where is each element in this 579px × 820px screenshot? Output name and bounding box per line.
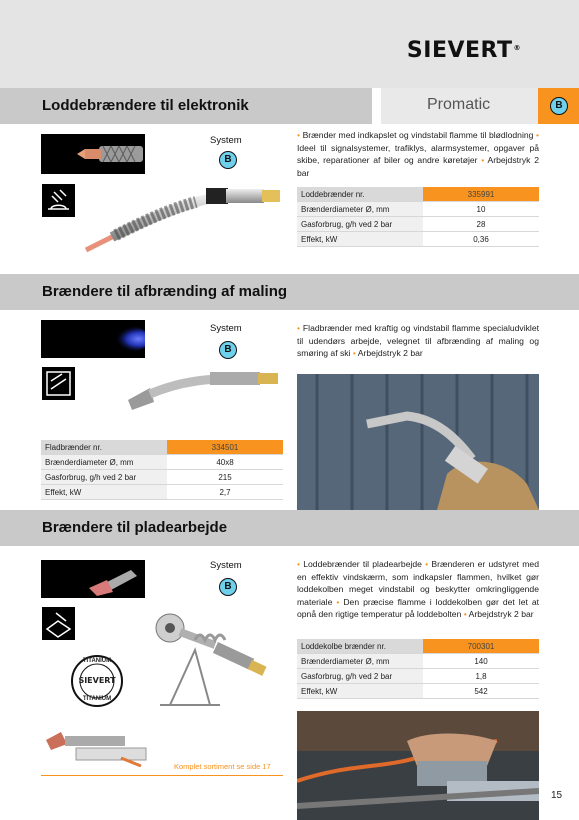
electronic-soldering-torch-image [76, 180, 286, 255]
product-description: • Brænder med indkapslet og vindstabil flamme til blødlodning • Ideel til signalsystemer, trafiklys, alarmsystemer, opgaver på skibe, reparationer af biler og andre køretøjer • Arbejdstryk 2 bar [297, 130, 539, 178]
table-row: Loddebrænder nr. 335991 [297, 187, 539, 202]
table-row: Brænderdiameter Ø, mm 40x8 [41, 455, 283, 470]
soldering-iron-closeup-image [41, 560, 145, 598]
system-b-badge: B [550, 97, 568, 115]
flame-closeup-image [41, 134, 145, 174]
system-label: System [210, 323, 242, 334]
soldering-kit-image [41, 722, 151, 767]
paint-removal-photo [297, 374, 539, 510]
table-row: Effekt, kW 0,36 [297, 232, 539, 247]
section-header-paint-removal [0, 274, 579, 310]
seal-text: TITANIUM [82, 696, 112, 702]
flat-burner-torch-image [120, 366, 290, 416]
system-b-badge: B [219, 151, 237, 169]
table-row: Gasforbrug, g/h ved 2 bar 28 [297, 217, 539, 232]
table-row: Brænderdiameter Ø, mm 10 [297, 202, 539, 217]
soldering-tip-icon [41, 134, 145, 174]
table-row: Gasforbrug, g/h ved 2 bar 215 [41, 470, 283, 485]
system-b-badge: B [219, 578, 237, 596]
seal-text: SIEVERT [78, 676, 116, 685]
spec-table [297, 639, 539, 699]
system-label: System [210, 135, 242, 146]
system-corner [538, 88, 579, 124]
section-title: Brændere til pladearbejde [42, 519, 228, 536]
table-row: Loddekolbe brænder nr. 700301 [297, 639, 539, 654]
spec-table [297, 187, 539, 247]
divider [41, 775, 283, 776]
sievert-logo: SIEVERT® [406, 38, 521, 63]
table-row: Effekt, kW 2,7 [41, 485, 283, 500]
spec-table [41, 440, 283, 500]
paint-removal-icon [41, 366, 76, 401]
section-header-electronics [0, 88, 579, 124]
promatic-label: Promatic [427, 96, 491, 113]
system-b-badge: B [219, 341, 237, 359]
product-description: • Loddebrænder til pladearbejde • Brænderen er udstyret med en effektiv vindskærm, som indkapsler flammen, hvilket gør loddekolben meget vindstabil og beskytter omkringliggende materiale • Den præcise flamme i loddekolben gør det let at opnå den rigtige temperatur på loddebolten • Arbejdstryk 2 bar [297, 559, 540, 620]
section-title: Loddebrændere til elektronik [42, 97, 249, 114]
table-row: Gasforbrug, g/h ved 2 bar 1,8 [297, 669, 539, 684]
see-also-link[interactable]: Komplet sortiment se side 17 [174, 762, 271, 771]
seal-text: TITANIUM [82, 658, 112, 664]
section-header-plate-work [0, 510, 579, 546]
table-row: Brænderdiameter Ø, mm 140 [297, 654, 539, 669]
section-title: Brændere til afbrænding af maling [42, 283, 288, 300]
table-row: Fladbrænder nr. 334501 [41, 440, 283, 455]
page-number: 15 [551, 790, 563, 801]
promatic-tab [381, 88, 538, 124]
plate-work-photo [297, 711, 539, 820]
product-description: • Fladbrænder med kraftig og vindstabil flamme specialudviklet til udendørs arbejde, velegnet til afbrænding af maling og smøring af ski • Arbejdstryk 2 bar [297, 323, 539, 359]
soldering-iron-stand-image [140, 590, 280, 710]
table-row: Effekt, kW 542 [297, 684, 539, 699]
plate-work-icon [41, 606, 76, 641]
electronics-solder-icon [41, 183, 76, 218]
system-label: System [210, 560, 242, 571]
titanium-seal [70, 654, 124, 708]
blue-flame-image [41, 320, 145, 358]
